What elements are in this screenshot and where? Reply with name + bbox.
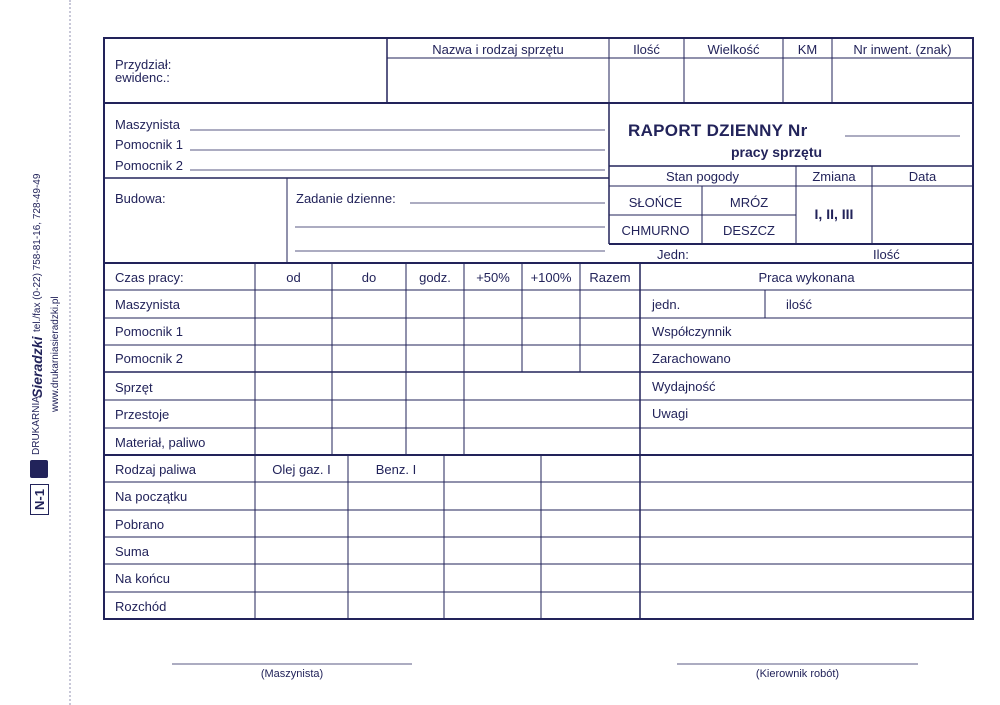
printer-contact: tel./fax (0-22) 758-81-16, 728-49-49 <box>32 173 43 332</box>
fuel-header-benz: Benz. I <box>375 462 417 477</box>
label-zmiana: Zmiana <box>812 169 856 184</box>
report-subtitle: pracy sprzętu <box>731 144 823 160</box>
time-row-material: Materiał, paliwo <box>115 435 206 450</box>
time-row-sprzet: Sprzęt <box>115 380 153 395</box>
time-header-50: +50% <box>476 270 510 285</box>
printer-name: Sieradzki <box>29 336 45 398</box>
signature-maszynista: (Maszynista) <box>260 668 324 680</box>
time-header-godz: godz. <box>419 270 451 285</box>
label-pomocnik-1: Pomocnik 1 <box>115 137 183 152</box>
work-ilosc: ilość <box>786 297 813 312</box>
fuel-row-pobrano: Pobrano <box>115 517 165 532</box>
label-maszynista: Maszynista <box>115 117 181 132</box>
label-budowa: Budowa: <box>115 191 166 206</box>
signature-kierownik: (Kierownik robót) <box>755 668 840 680</box>
weather-mroz: MRÓZ <box>729 195 769 210</box>
col-nazwa: Nazwa i rodzaj sprzętu <box>432 42 564 57</box>
col-km: KM <box>797 42 818 57</box>
time-header-100: +100% <box>530 270 572 285</box>
time-header-do: do <box>361 270 377 285</box>
time-header-czas: Czas pracy: <box>115 270 184 285</box>
fuel-row-suma: Suma <box>115 544 149 559</box>
weather-deszcz: DESZCZ <box>723 223 775 238</box>
fuel-row-na-koncu: Na końcu <box>115 571 170 586</box>
label-pomocnik-2: Pomocnik 2 <box>115 158 183 173</box>
time-row-pomocnik-1: Pomocnik 1 <box>115 324 183 339</box>
printer-prefix: DRUKARNIA <box>31 396 42 455</box>
time-header-od: od <box>286 270 301 285</box>
printer-website: www.drukarniasieradzki.pl <box>50 296 61 412</box>
report-title: RAPORT DZIENNY Nr <box>628 121 808 140</box>
label-jedn-top: Jedn: <box>657 247 689 262</box>
work-jedn: jedn. <box>652 297 681 312</box>
time-row-przestoje: Przestoje <box>115 407 170 422</box>
work-header: Praca wykonana <box>758 270 855 285</box>
work-row-zarachowano: Zarachowano <box>652 351 731 366</box>
time-header-razem: Razem <box>589 270 631 285</box>
weather-chmurno: CHMURNO <box>621 223 690 238</box>
weather-slonce: SŁOŃCE <box>628 195 683 210</box>
col-ilosc: Ilość <box>633 42 660 57</box>
label-zadanie: Zadanie dzienne: <box>296 191 396 206</box>
label-ewidenc: ewidenc.: <box>115 70 170 85</box>
col-wielkosc: Wielkość <box>707 42 760 57</box>
work-row-wspolczynnik: Współczynnik <box>652 324 732 339</box>
work-row-wydajnosc: Wydajność <box>652 379 716 394</box>
label-data: Data <box>908 169 937 184</box>
label-stan-pogody: Stan pogody <box>665 169 739 184</box>
form-code: N-1 <box>30 484 49 515</box>
label-ilosc-top: Ilość <box>873 247 900 262</box>
col-nr-inwent: Nr inwent. (znak) <box>853 42 952 57</box>
time-row-pomocnik-2: Pomocnik 2 <box>115 351 183 366</box>
time-row-maszynista: Maszynista <box>115 297 181 312</box>
fuel-header-rodzaj: Rodzaj paliwa <box>115 462 196 477</box>
work-row-uwagi: Uwagi <box>652 406 689 421</box>
fuel-header-olej: Olej gaz. I <box>272 462 331 477</box>
label-przydzial: Przydział: <box>115 57 172 72</box>
fuel-row-rozchod: Rozchód <box>115 599 167 614</box>
fuel-row-na-poczatku: Na początku <box>115 489 188 504</box>
shift-options: I, II, III <box>814 206 854 222</box>
